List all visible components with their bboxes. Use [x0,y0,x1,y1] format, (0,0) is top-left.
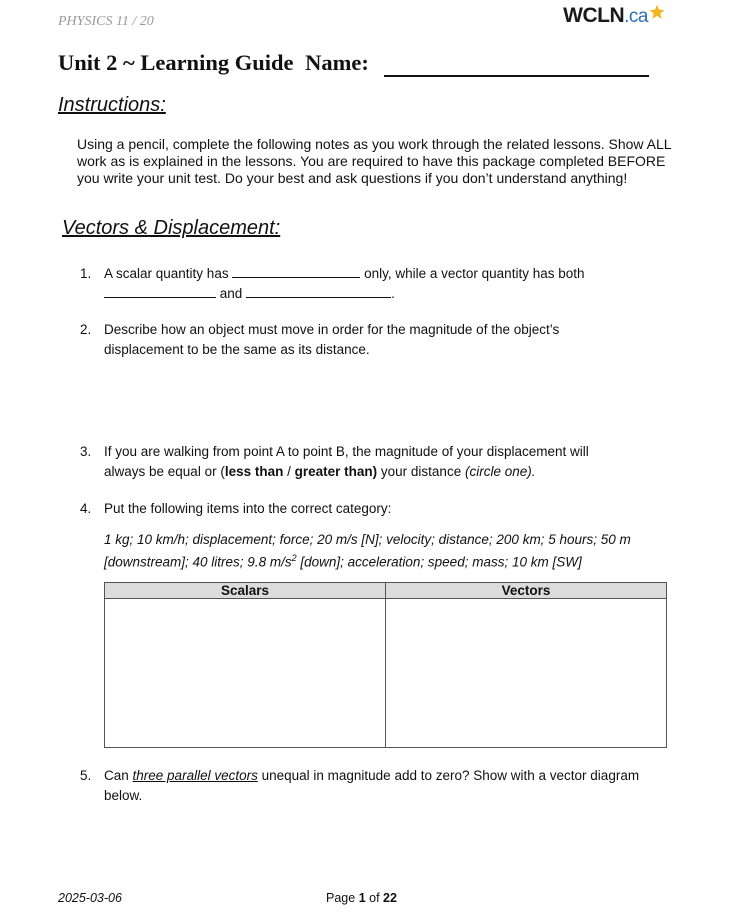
q1-blank-3[interactable] [246,284,391,298]
q4-items-line2b: [down]; acceleration; speed; mass; 10 km [SW] [296,554,582,570]
q3-line1: If you are walking from point A to point B, the magnitude of your displacement will [104,444,589,459]
q5-text [104,766,674,806]
q1-part3: and [219,286,243,301]
footer-date: 2025-03-06 [58,891,122,905]
q4-items-list [104,530,679,572]
q3-number: 3. [80,444,92,459]
name-field[interactable] [384,75,649,77]
page-current: 1 [358,891,366,905]
q1-part1: A scalar quantity has [104,266,229,281]
q4-items-line1: 1 kg; 10 km/h; displacement; force; 20 m/s [N]; velocity; distance; 200 km; 5 hours; 50 m [104,532,631,547]
wcln-logo [563,4,665,28]
page-of: of [369,891,380,905]
q3-option-greater-than[interactable]: greater than) [294,464,378,479]
q4-text: Put the following items into the correct category: [104,501,392,516]
q2-text [104,320,674,360]
q3-option-less-than[interactable]: less than [224,464,284,479]
q2-line1: Describe how an object must move in order for the magnitude of the object’s [104,322,560,337]
q1-text [104,264,674,304]
page-total: 22 [383,891,397,905]
table-header-vectors: Vectors [386,583,667,599]
q5-number: 5. [80,768,92,783]
q4-items-sup: 2 [291,553,297,563]
q4-items-line2a: [downstream]; 40 litres; 9.8 m/s [104,554,292,570]
q3-line2-pre: always be equal or ( [104,464,225,479]
q1-blank-2[interactable] [104,284,216,298]
page-title [58,50,369,76]
q1-part2: only, while a vector quantity has both [364,266,585,281]
q5-emphasis: three parallel vectors [132,768,258,783]
instructions-heading: Instructions: [58,94,166,116]
q3-separator: / [283,464,295,479]
page-label: Page [326,891,356,905]
q2-number: 2. [80,322,92,337]
unit-title: Unit 2 ~ Learning Guide [58,50,294,75]
page-number [326,891,397,905]
table-header-scalars: Scalars [105,583,386,599]
q1-number: 1. [80,266,92,281]
course-label: PHYSICS 11 / 20 [58,14,154,29]
q5-pre: Can [104,768,133,783]
star-icon [649,4,665,20]
logo-suffix-text: .ca [624,6,648,27]
q1-part4: . [391,286,395,301]
section-heading: Vectors & Displacement: [62,217,281,239]
q5-post: unequal in magnitude add to zero? Show with a vector diagram below. [104,768,640,803]
name-label: Name: [305,50,369,75]
instructions-text: Using a pencil, complete the following notes as you work through the related lessons. Show ALL work as is explained in the lessons. You are required to have this package completed BEFORE you write your unit test. Do your best and ask questions if you don’t understand anything! [77,136,672,186]
scalars-vectors-table [104,582,667,748]
q3-line2-end: (circle one). [464,464,536,479]
vectors-cell[interactable] [386,599,667,748]
q3-text [104,442,674,482]
scalars-cell[interactable] [105,599,386,748]
q4-number: 4. [80,501,92,516]
logo-main-text: WCLN [563,4,625,27]
q1-blank-1[interactable] [232,264,360,278]
q3-line2-mid: your distance [377,464,465,479]
q2-line2: displacement to be the same as its distance. [104,342,370,357]
